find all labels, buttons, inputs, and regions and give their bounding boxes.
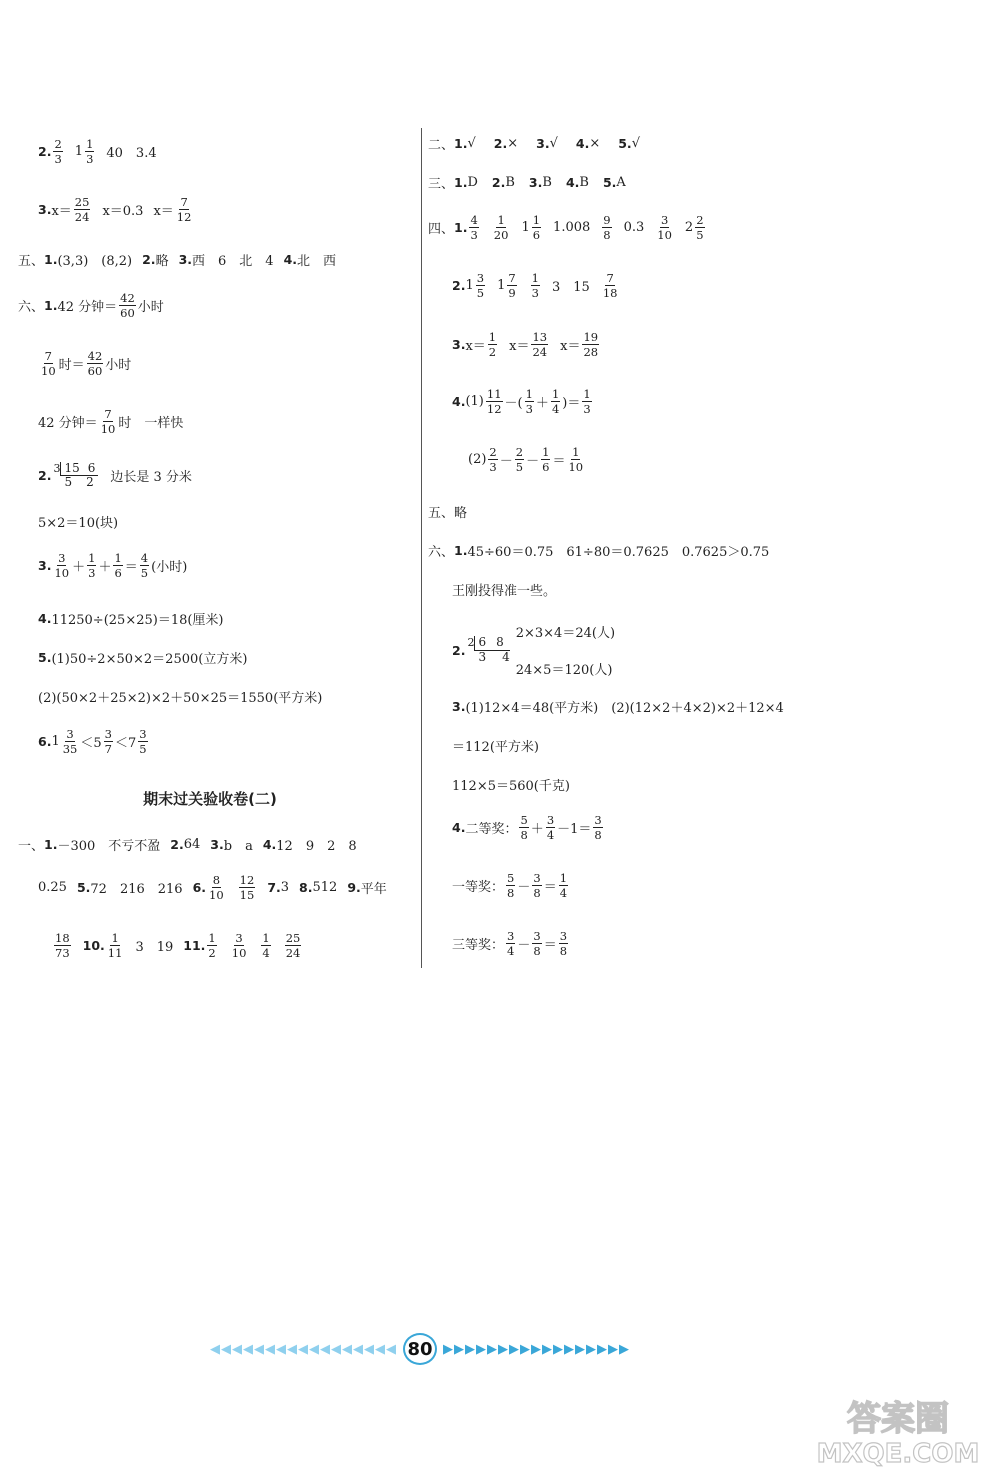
item-number: 3.: [38, 202, 52, 218]
answer-text: x＝0.3: [102, 204, 144, 220]
answer-text: (3,3) (8,2): [57, 254, 133, 269]
fraction: 25 24: [74, 195, 90, 225]
answer-line: [428, 173, 626, 192]
answer-text: 小时: [105, 358, 132, 374]
item-number: 10.: [82, 938, 105, 954]
answer-line: [428, 541, 769, 560]
section-label: 五、: [18, 254, 45, 269]
answer-line: [38, 874, 387, 901]
fraction: 12 15: [239, 873, 255, 903]
fraction: 3 4: [507, 929, 515, 959]
answer-line: [452, 775, 570, 794]
fraction: 1 6: [114, 551, 122, 581]
fraction: 19 28: [583, 330, 599, 360]
operator: ＝: [124, 560, 138, 576]
answer-text: 2×3×4＝24(人): [515, 626, 616, 641]
item-number: 2.: [452, 642, 466, 658]
operator: ＋: [530, 822, 544, 838]
fraction: 8 10: [209, 873, 224, 903]
answer-line: [452, 930, 570, 957]
item-number: 9.: [347, 880, 361, 896]
answer-line: [38, 728, 150, 755]
answer-line: [52, 932, 303, 959]
item-number: 4.: [38, 611, 52, 626]
answer-text: 小时: [137, 300, 164, 316]
answer-line: [452, 814, 605, 841]
fraction: 7 9: [508, 271, 516, 301]
answer-line: [18, 250, 336, 269]
fraction: 7 10: [41, 349, 56, 379]
answer-line: [38, 687, 322, 706]
item-number: 1.: [44, 837, 58, 852]
operator: ＝: [552, 454, 566, 470]
fraction: 3 5: [139, 727, 147, 757]
answer-text: －300 不亏不盈: [57, 839, 161, 854]
operator: ＋: [72, 560, 86, 576]
answer-line: [38, 408, 183, 435]
answer-line: [452, 388, 594, 415]
answer-text: 42 分钟＝: [38, 416, 98, 432]
answer-text: (2): [468, 452, 487, 468]
whole-part: 1: [51, 734, 60, 750]
answer-text: (1): [465, 394, 484, 410]
answer-text: 三等奖：: [452, 938, 505, 954]
item-number: 1.: [454, 543, 468, 558]
item-number: 3.: [452, 699, 466, 714]
item-number: 2.: [142, 252, 156, 267]
item-number: 8.: [299, 880, 313, 896]
answer-text: (小时): [151, 560, 188, 576]
item-number: 4.: [452, 820, 466, 836]
fraction: 25 24: [285, 931, 301, 961]
answer-line: [452, 736, 539, 755]
item-number: 3.: [528, 175, 543, 190]
fraction: 1 10: [568, 445, 584, 475]
item-number: 3.: [178, 252, 193, 267]
item-number: 4.: [575, 136, 590, 151]
answer-text: 42 分钟＝: [57, 300, 118, 316]
answer-text: x＝: [560, 339, 581, 355]
item-number: 4.: [565, 175, 580, 190]
answer-text: 二等奖：: [465, 822, 518, 838]
item-number: 2.: [38, 144, 52, 160]
item-number: 1.: [44, 298, 58, 314]
operator: －1＝: [557, 822, 592, 838]
answer-text: ×: [589, 136, 601, 151]
section-label: 六、: [428, 545, 455, 560]
answer-text: (1)50÷2×50×2＝2500(立方米): [51, 652, 248, 667]
whole-part: 1: [74, 144, 84, 160]
fraction: 42 60: [120, 291, 135, 321]
item-number: 2.: [38, 468, 52, 484]
answer-line: [38, 138, 157, 165]
answer-line: [428, 214, 707, 241]
page-number: 80: [403, 1333, 437, 1365]
answer-text: 时＝: [58, 358, 85, 374]
answer-text: B: [579, 175, 589, 190]
watermark-logo: [808, 1390, 988, 1470]
answer-text: 24×5＝120(人): [515, 663, 613, 678]
section-label: 六、: [18, 300, 45, 316]
item-number: 6.: [38, 734, 52, 750]
item-number: 3.: [38, 558, 52, 574]
right-arrow-strip: ▶▶▶▶▶▶▶▶▶▶▶▶▶▶▶▶▶: [443, 1341, 630, 1357]
item-number: 6.: [192, 880, 207, 896]
answer-line: [452, 580, 556, 599]
whole-part: 1: [497, 278, 506, 294]
item-number: 5.: [618, 136, 632, 151]
fraction: 3 8: [533, 929, 541, 959]
answer-text: b a: [223, 839, 253, 854]
answer-text: 略: [155, 254, 169, 269]
answer-line: [428, 502, 467, 521]
fraction: 2 5: [515, 445, 524, 475]
operator: )＝: [562, 396, 581, 412]
item-number: 5.: [602, 175, 617, 190]
item-number: 4.: [283, 252, 298, 267]
operator: －: [517, 938, 531, 954]
fraction: 5 8: [520, 813, 528, 843]
watermark-url: MXQE.COM: [816, 1439, 980, 1469]
answer-text: 3 15: [552, 280, 590, 296]
answer-line: [452, 331, 601, 358]
item-number: 2.: [452, 278, 466, 294]
answer-text: 72 216 216: [90, 882, 183, 898]
section-label: 四、: [428, 222, 455, 238]
answer-text: A: [616, 175, 626, 190]
answer-text: x＝: [51, 204, 72, 220]
answer-text: 3 19: [135, 940, 174, 956]
answer-text: ＜7: [114, 736, 137, 752]
answer-text: 3: [280, 880, 290, 896]
item-number: 5.: [76, 880, 91, 896]
answer-line: [18, 292, 164, 319]
whole-part: 2: [684, 220, 694, 236]
answer-text: (2)(50×2＋25×2)×2＋50×25＝1550(平方米): [38, 691, 323, 706]
item-number: 11.: [183, 938, 206, 954]
answer-text: ＝112(平方米): [452, 740, 539, 755]
answer-text: 0.25: [38, 880, 67, 896]
answer-text: 64: [183, 837, 201, 852]
fraction: 7 18: [602, 271, 618, 301]
item-number: 1.: [454, 175, 468, 190]
answer-text: ＜5: [80, 736, 102, 752]
operator: ＝: [543, 880, 557, 896]
page-footer: [105, 1335, 735, 1363]
fraction: 4 3: [470, 213, 478, 243]
answer-text: 一等奖：: [452, 880, 505, 896]
fraction: 3 10: [657, 213, 672, 243]
fraction: 11 12: [486, 387, 502, 417]
answer-line: [38, 350, 131, 377]
item-number: 1.: [454, 220, 468, 236]
answer-text: 40 3.4: [106, 146, 157, 162]
answer-text: D: [467, 175, 478, 190]
item-number: 1.: [454, 136, 468, 151]
item-number: 2.: [491, 175, 506, 190]
fraction: 1 6: [532, 213, 541, 243]
fraction: 1 3: [86, 137, 94, 167]
column-divider: [421, 128, 422, 968]
answer-text: √: [549, 136, 558, 151]
fraction: 1 3: [531, 271, 539, 301]
fraction: 3 8: [559, 929, 568, 959]
answer-text: 12 9 2 8: [276, 839, 357, 854]
section-title: 期末过关验收卷(二): [143, 790, 277, 808]
fraction: 42 60: [87, 349, 103, 379]
fraction: 1 4: [262, 931, 270, 961]
fraction: 1 4: [551, 387, 560, 417]
answer-line: [38, 552, 187, 579]
answer-text: √: [467, 136, 476, 151]
operator: ＋: [98, 560, 112, 576]
answer-text: 11250÷(25×25)＝18(厘米): [51, 613, 224, 628]
answer-line: [452, 697, 784, 716]
operator: ＝: [543, 938, 557, 954]
answer-line: [38, 609, 224, 628]
item-number: 2.: [493, 136, 508, 151]
fraction: 18 73: [55, 931, 70, 961]
answer-line: [38, 462, 192, 489]
whole-part: 1: [465, 278, 474, 294]
item-number: 2.: [170, 837, 184, 852]
short-division: 3 15 6 5 2: [53, 462, 98, 489]
fraction: 4 5: [140, 551, 149, 581]
fraction: 1 20: [493, 213, 509, 243]
fraction: 7 12: [176, 195, 192, 225]
answer-line: [18, 835, 357, 854]
operator: ＋: [535, 396, 549, 412]
operator: －: [526, 454, 540, 470]
fraction: 3 8: [594, 813, 602, 843]
answer-text: 王刚投得准一些。: [452, 584, 557, 599]
left-arrow-strip: ◀◀◀◀◀◀◀◀◀◀◀◀◀◀◀◀◀: [210, 1341, 397, 1357]
operator: －: [517, 880, 531, 896]
fraction: 1 3: [583, 387, 591, 417]
answer-text: 平年: [360, 882, 387, 898]
fraction: 3 10: [54, 551, 70, 581]
item-number: 4.: [452, 394, 466, 410]
answer-line: [452, 872, 570, 899]
fraction: 3 4: [546, 813, 555, 843]
fraction: 1 2: [208, 931, 216, 961]
answer-text: 北 西: [297, 254, 337, 269]
item-number: 1.: [44, 252, 58, 267]
answer-text: B: [505, 175, 515, 190]
answer-text: ×: [507, 136, 519, 151]
item-number: 3.: [210, 837, 224, 852]
answer-line: [428, 134, 640, 153]
answer-text: x＝: [465, 339, 486, 355]
item-number: 5.: [38, 650, 52, 665]
fraction: 3 35: [62, 727, 78, 757]
answer-text: 边长是 3 分米: [110, 470, 192, 486]
answer-text: 0.3: [623, 220, 645, 236]
operator: －: [499, 454, 513, 470]
fraction: 1 3: [88, 551, 96, 581]
whole-part: 1: [521, 220, 530, 236]
answer-text: 112×5＝560(千克): [452, 779, 570, 794]
answer-text: 五、略: [428, 506, 468, 521]
answer-text: (1)12×4＝48(平方米) (2)(12×2＋4×2)×2＋12×4: [465, 701, 784, 716]
fraction: 3 8: [533, 871, 541, 901]
answer-text: 时 一样快: [118, 416, 184, 432]
short-division: 2 6 8 3 4: [467, 635, 510, 664]
section-label: 二、: [428, 138, 455, 153]
answer-line: [38, 512, 118, 531]
fraction: 3 10: [231, 931, 247, 961]
operator: －(: [504, 396, 523, 412]
fraction: 1 2: [488, 330, 497, 360]
answer-text: B: [542, 175, 552, 190]
fraction: 7 10: [100, 407, 116, 437]
answer-text: 1.008: [553, 220, 591, 236]
fraction: 2 5: [696, 213, 704, 243]
answer-line: [38, 648, 247, 667]
answer-text: 45÷60＝0.75 61÷80＝0.7625 0.7625＞0.75: [467, 545, 770, 560]
answer-text: 5×2＝10(块): [38, 516, 119, 531]
fraction: 1 3: [525, 387, 533, 417]
fraction: 2 3: [54, 137, 62, 167]
fraction: 3 5: [476, 271, 485, 301]
section-label: 一、: [18, 839, 45, 854]
watermark-title: 答案圈: [847, 1399, 949, 1439]
fraction: 1 11: [107, 931, 123, 961]
answer-line: [452, 622, 615, 678]
fraction: 5 8: [507, 871, 515, 901]
item-number: 4.: [262, 837, 277, 852]
fraction: 9 8: [603, 213, 611, 243]
answer-text: 西 6 北 4: [192, 254, 274, 269]
fraction: 3 7: [104, 727, 112, 757]
fraction: 13 24: [532, 330, 548, 360]
answer-text: x＝: [153, 204, 174, 220]
item-number: 3.: [536, 136, 550, 151]
item-number: 7.: [267, 880, 281, 896]
answer-text: 512: [312, 880, 338, 896]
fraction: 1 4: [559, 871, 568, 901]
section-label: 三、: [428, 177, 455, 192]
answer-text: x＝: [509, 339, 530, 355]
fraction: 1 6: [542, 445, 550, 475]
answer-line: [38, 196, 194, 223]
item-number: 3.: [452, 337, 466, 353]
answer-line: [452, 272, 620, 299]
fraction: 2 3: [489, 445, 497, 475]
answer-text: √: [631, 136, 640, 151]
answer-line: [468, 446, 586, 473]
